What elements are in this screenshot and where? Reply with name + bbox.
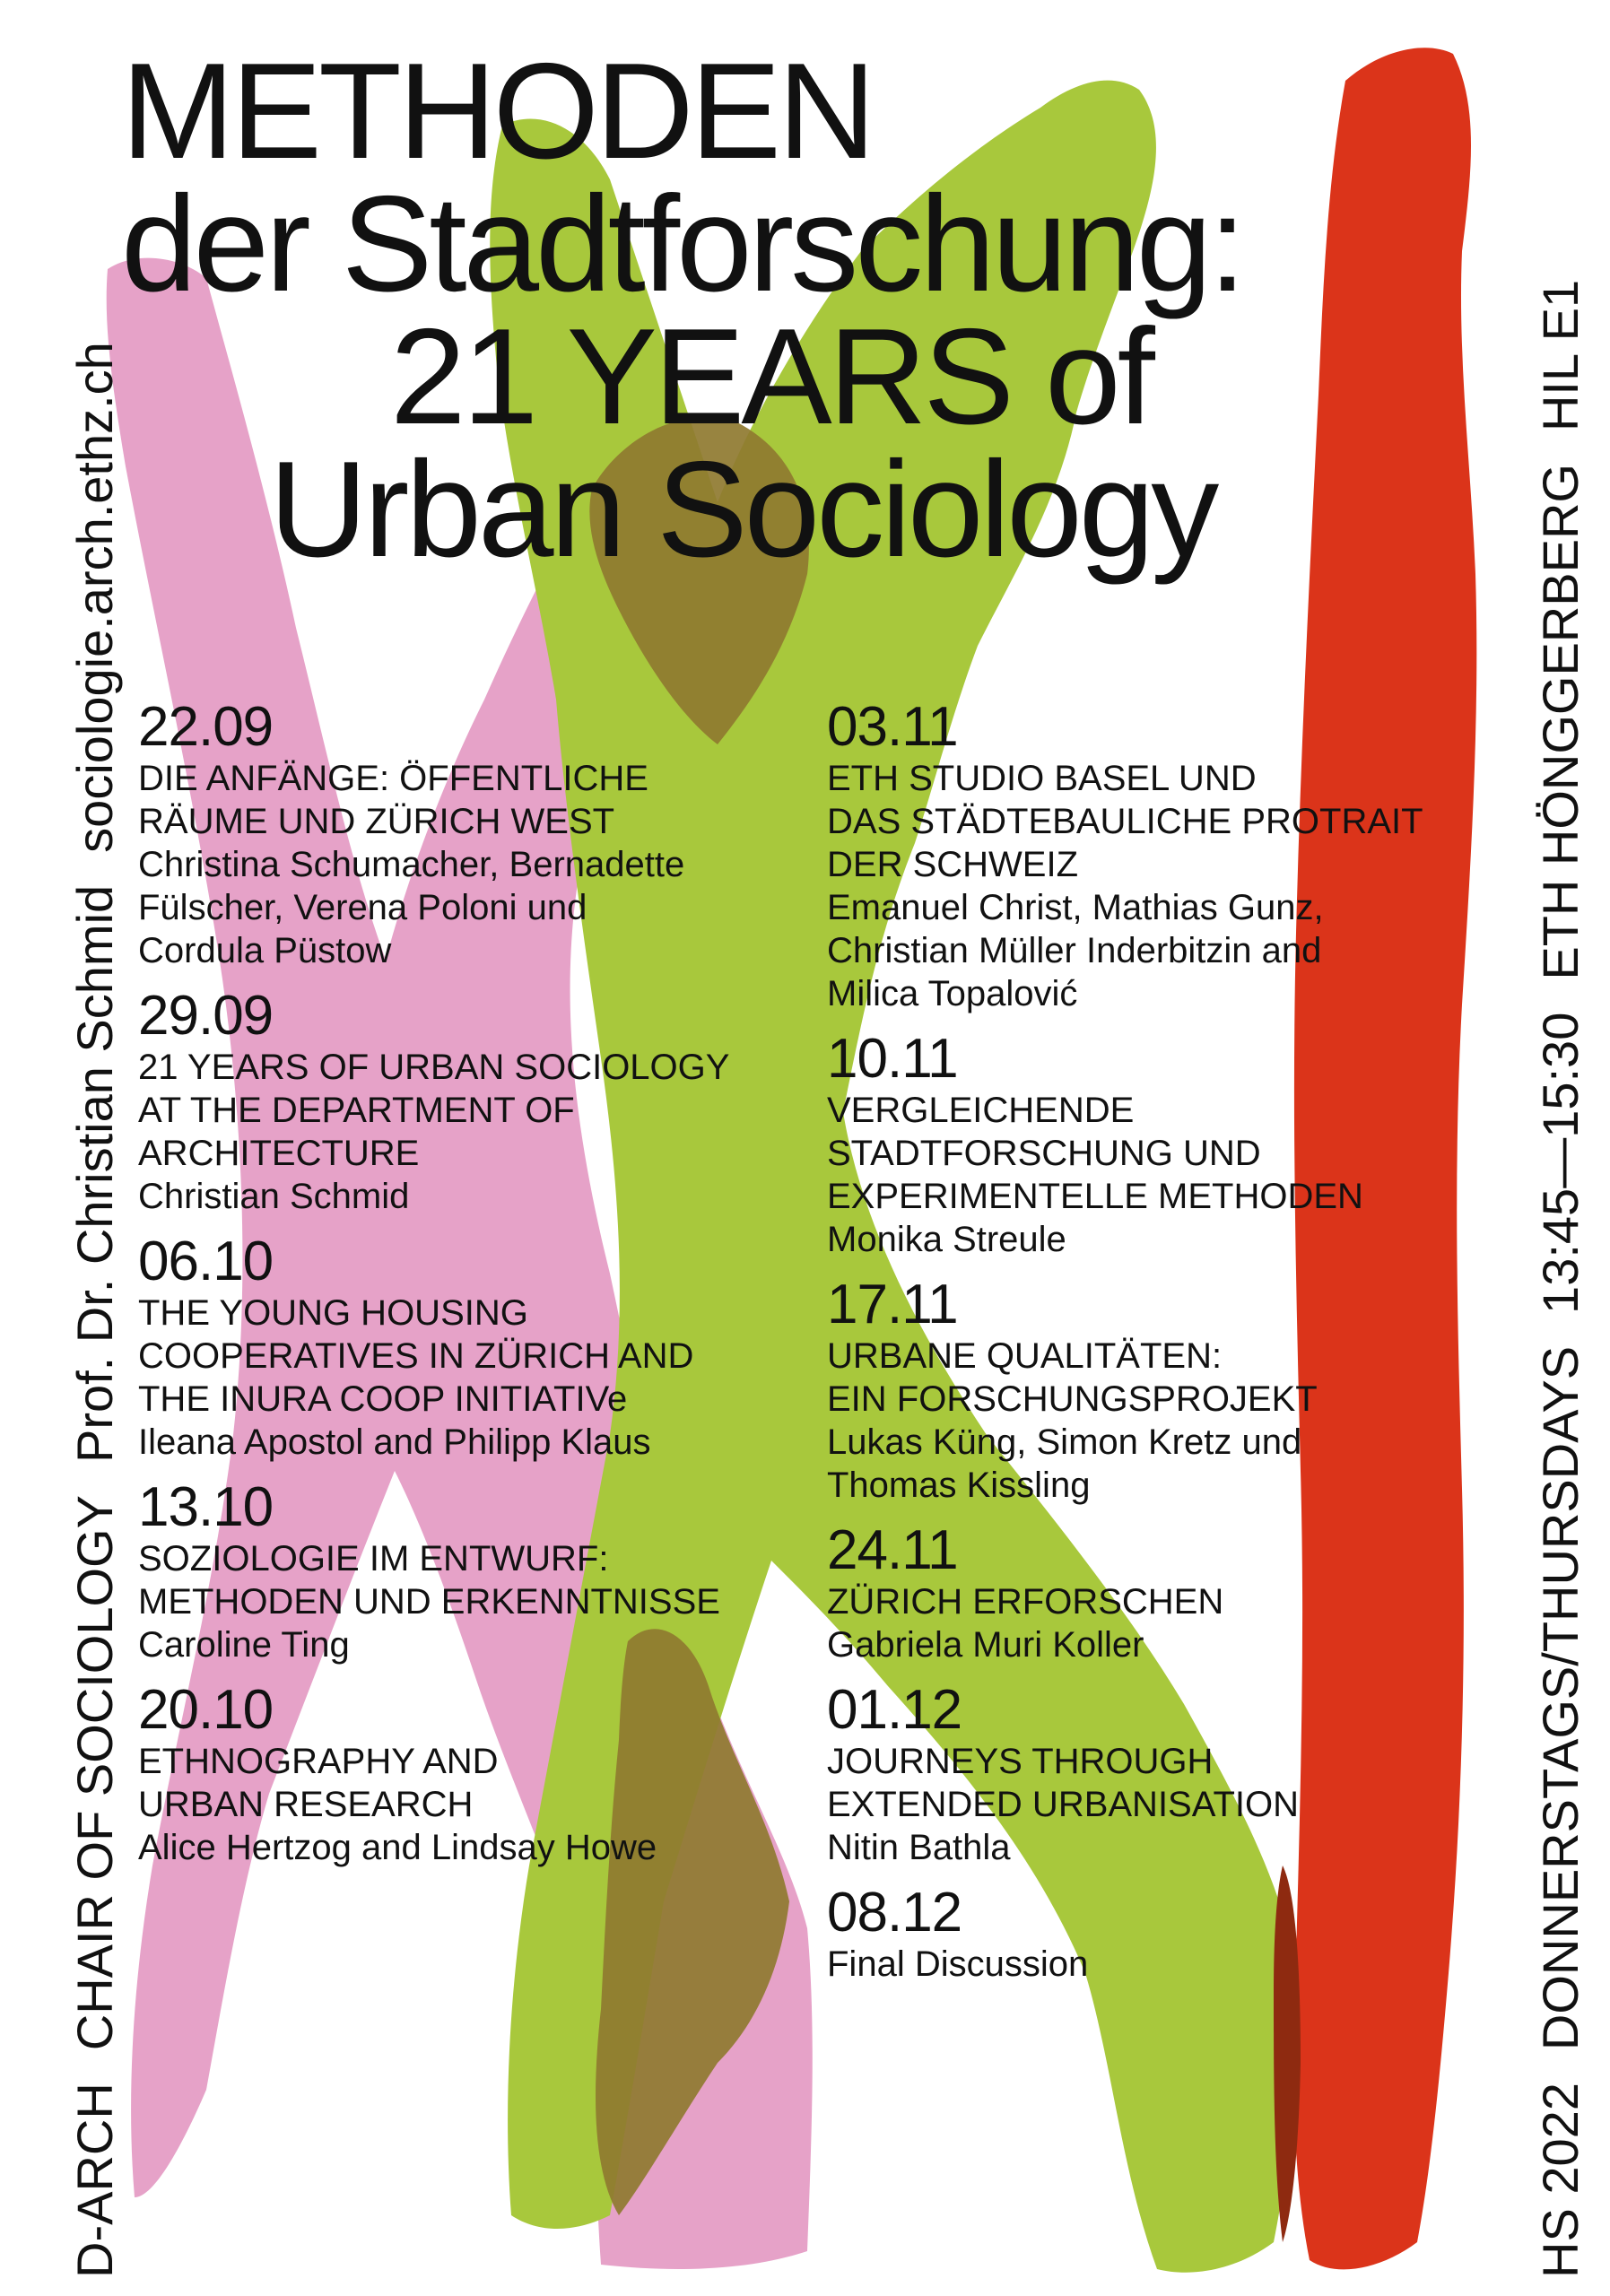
room-label: HIL E1	[1532, 279, 1588, 432]
event-title: THE YOUNG HOUSING COOPERATIVES IN ZÜRICH AND THE INURA COOP INITIATIVe	[138, 1293, 694, 1419]
event-title: JOURNEYS THROUGH EXTENDED URBANISATION	[827, 1742, 1299, 1824]
event-speakers: Christina Schumacher, Bernadette Fülscher, Verena Poloni und Cordula Püstow	[138, 845, 685, 970]
semester-label: HS 2022	[1532, 2083, 1588, 2278]
poster-title	[121, 35, 1243, 586]
event-title: ZÜRICH ERFORSCHEN	[827, 1582, 1224, 1622]
right-vertical-schedule	[1532, 279, 1588, 2278]
events-column-right	[827, 698, 1509, 1986]
title-line-3: 21 YEARS of	[390, 300, 1152, 453]
event-item	[138, 1681, 820, 1869]
event-item	[138, 1478, 820, 1666]
event-date: 17.11	[827, 1274, 958, 1335]
event-speakers: Ileana Apostol and Philipp Klaus	[138, 1422, 651, 1462]
event-date: 29.09	[138, 985, 274, 1047]
title-line-1: METHODEN	[121, 35, 873, 187]
event-item	[138, 987, 820, 1218]
professor-label: Prof. Dr. Christian Schmid	[66, 884, 123, 1464]
days-label: DONNERSTAGS/THURSDAYS	[1532, 1345, 1588, 2051]
event-speakers: Christian Schmid	[138, 1177, 410, 1216]
department-label: D-ARCH	[66, 2083, 123, 2278]
event-date: 24.11	[827, 1519, 958, 1581]
event-item	[827, 1883, 1509, 1986]
event-speakers: Nitin Bathla	[827, 1828, 1011, 1867]
event-date: 22.09	[138, 696, 274, 758]
event-item	[827, 1521, 1509, 1666]
event-item	[827, 1275, 1509, 1507]
event-date: 10.11	[827, 1028, 958, 1090]
chair-label: CHAIR OF SOCIOLOGY	[66, 1495, 123, 2051]
event-speakers: Lukas Küng, Simon Kretz und Thomas Kissling	[827, 1422, 1302, 1505]
event-title: DIE ANFÄNGE: ÖFFENTLICHE RÄUME UND ZÜRICH WEST	[138, 759, 648, 841]
event-item	[138, 1232, 820, 1464]
event-speakers: Gabriela Muri Koller	[827, 1625, 1144, 1665]
event-date: 06.10	[138, 1231, 274, 1292]
website-link[interactable]: sociologie.arch.ethz.ch	[66, 342, 123, 853]
event-date: 03.11	[827, 696, 958, 758]
event-title: Final Discussion	[827, 1944, 1089, 1984]
event-item	[827, 1681, 1509, 1869]
time-label: 13:45—15:30	[1532, 1012, 1588, 1314]
events-column-left	[138, 698, 820, 1869]
event-speakers: Emanuel Christ, Mathias Gunz, Christian Müller Inderbitzin and Milica Topalović	[827, 888, 1324, 1013]
event-title: URBANE QUALITÄTEN: EIN FORSCHUNGSPROJEKT	[827, 1336, 1318, 1419]
event-title: ETH STUDIO BASEL UND DAS STÄDTEBAULICHE PROTRAIT DER SCHWEIZ	[827, 759, 1423, 884]
event-date: 13.10	[138, 1476, 274, 1538]
campus-label: ETH HÖNGGERBERG	[1532, 464, 1588, 980]
left-vertical-credits	[66, 342, 123, 2278]
event-title: VERGLEICHENDE STADTFORSCHUNG UND EXPERIMENTELLE METHODEN	[827, 1091, 1363, 1216]
event-speakers: Monika Streule	[827, 1220, 1066, 1259]
event-title: ETHNOGRAPHY AND URBAN RESEARCH	[138, 1742, 499, 1824]
event-title: 21 YEARS OF URBAN SOCIOLOGY AT THE DEPARTMENT OF ARCHITECTURE	[138, 1048, 730, 1173]
event-item	[827, 1030, 1509, 1261]
event-item	[138, 698, 820, 972]
event-date: 01.12	[827, 1679, 962, 1741]
event-item	[827, 698, 1509, 1015]
event-title: SOZIOLOGIE IM ENTWURF: METHODEN UND ERKENNTNISSE	[138, 1539, 720, 1622]
title-line-2: der Stadtforschung:	[121, 168, 1243, 320]
event-date: 08.12	[827, 1882, 962, 1944]
event-speakers: Caroline Ting	[138, 1625, 350, 1665]
event-speakers: Alice Hertzog and Lindsay Howe	[138, 1828, 657, 1867]
event-date: 20.10	[138, 1679, 274, 1741]
title-line-4: Urban Sociology	[269, 433, 1216, 586]
